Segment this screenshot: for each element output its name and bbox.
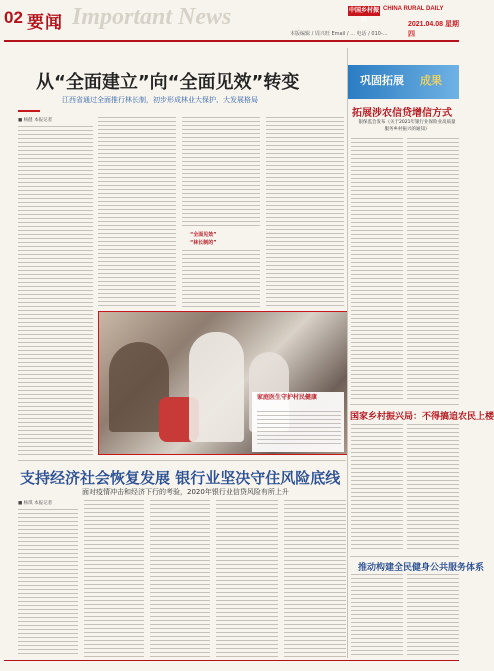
story1-column-3 [182,117,260,227]
right-story1-column-1 [351,138,403,400]
story1-column-2 [98,117,176,307]
photo-figure-doctor [189,332,244,442]
right-story2-column-1 [351,424,403,552]
right-story3-column-1 [351,574,403,657]
story1-subhead-1: “全面见效” [190,232,217,238]
section-title-en: Important News [72,4,232,30]
story2-column-3 [150,500,210,657]
right-story1-column-2 [407,138,459,400]
story2-byline: ■ 杨琪 本报记者 [18,501,53,506]
issue-date: 2021.04.08 星期四 [408,21,459,38]
story2-column-1 [18,509,78,657]
header-rule [4,40,459,42]
right-story3-headline: 推动构建全民健身公共服务体系 [358,563,485,573]
story2-column-2 [84,500,144,657]
paper-logo: 中国乡村振兴 [348,7,379,24]
story1-headline: 从“全面建立”向“全面见效”转变 [36,72,300,93]
story1-accent-rule [18,110,40,112]
story1-column-4 [266,117,344,307]
right-divider-1 [350,404,459,405]
footer-rule [4,660,459,661]
section-title: 要闻 [27,13,63,33]
story1-byline: ■ 杨健 本报记者 [18,118,53,123]
topic-banner-title: 巩固拓展 [360,74,404,87]
right-story1-subtitle: 银保监会发布《关于2021年银行业保险业高质量服务乡村振兴的通知》 [358,120,456,132]
right-story3-column-2 [407,574,459,657]
photo-caption-text [257,411,341,447]
photo-caption-title: 家庭医生守护村民健康 [257,394,318,401]
right-story1-headline: 拓展涉农信贷增信方式 [352,108,452,119]
story-divider [18,460,346,461]
right-story2-column-2 [407,424,459,552]
right-story2-headline: 国家乡村振兴局：不得搞追农民上楼 [350,412,494,422]
column-divider [347,48,348,658]
story1-subhead-2: “林长制的” [190,240,217,246]
story1-column-1 [18,126,93,456]
topic-banner-accent: 成果 [420,74,442,87]
story2-subtitle: 面对疫情冲击和经济下行的考验，2020年银行业信贷风险有所上升 [82,488,289,496]
story2-column-5 [284,500,346,657]
story1-subtitle: 江西省通过全面推行林长制，初步形成林业大保护、大发展格局 [62,96,258,104]
editor-line: 本版编辑 / 周兴旺 Email / ... 电话 / 010-... [290,31,388,37]
page-number: 02 [4,8,23,27]
story2-headline: 支持经济社会恢复发展 银行业坚决守住风险底线 [20,469,341,487]
paper-logo-en: CHINA RURAL DAILY [383,6,444,12]
right-divider-2 [350,556,459,557]
story1-column-3b [182,250,260,307]
story2-column-4 [216,500,278,657]
